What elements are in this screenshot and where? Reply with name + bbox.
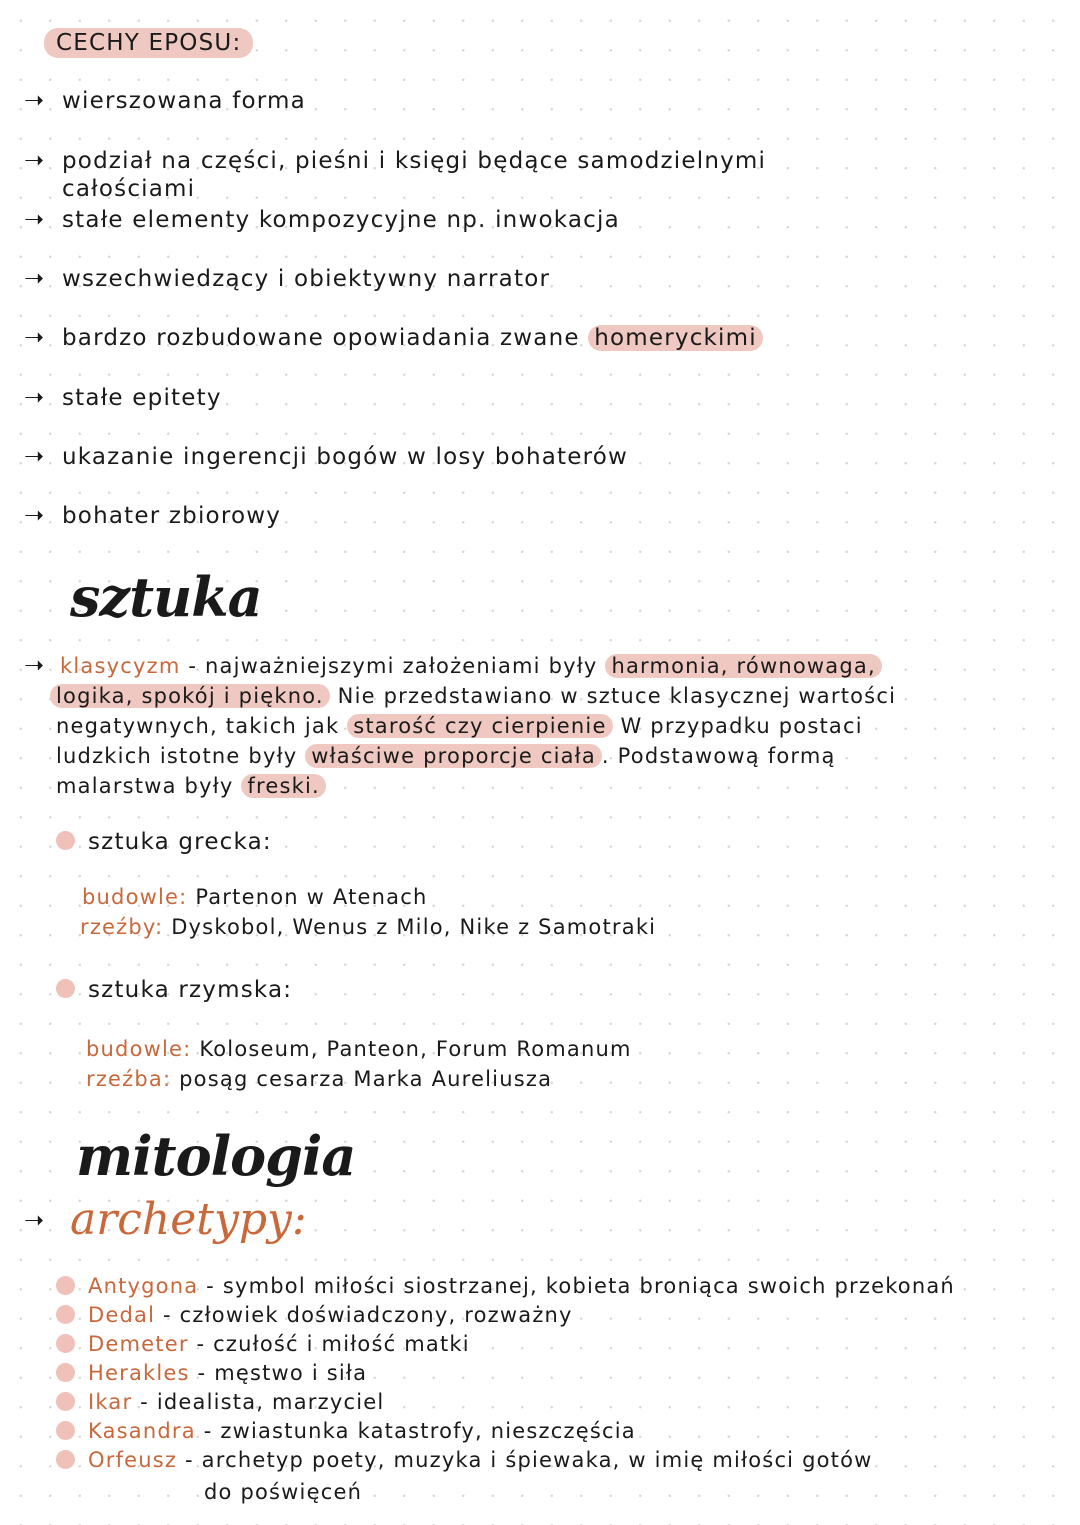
bullet-dot-icon [56, 1363, 75, 1382]
highlight: freski. [241, 774, 326, 798]
highlight-homeryckimi: homeryckimi [588, 325, 763, 351]
arrow-right-icon: ➝ [24, 146, 45, 174]
text: posąg cesarza Marka Aureliusza [171, 1067, 553, 1091]
rzezba-label: rzeźba: [86, 1067, 172, 1091]
text: - najważniejszymi założeniami były [180, 654, 606, 678]
epos-item: stałe elementy kompozycyjne np. inwokacja [62, 207, 620, 233]
archetype-name: Demeter [88, 1332, 189, 1356]
sztuka-title: sztuka [70, 565, 262, 629]
bullet-dot-icon [56, 831, 75, 850]
text: Koloseum, Panteon, Forum Romanum [191, 1037, 632, 1061]
arrow-right-icon: ➝ [24, 323, 45, 351]
klasycyzm-line-1 [60, 651, 882, 681]
archetype-item [88, 1361, 367, 1385]
archetype-desc: - człowiek doświadczony, rozważny [155, 1303, 573, 1327]
archetype-name: Orfeusz [88, 1448, 178, 1472]
highlight: logika, spokój i piękno. [50, 684, 330, 708]
rzezby-label: rzeźby: [80, 915, 164, 939]
bullet-dot-icon [56, 979, 75, 998]
archetype-desc: - czułość i miłość matki [188, 1332, 470, 1356]
highlight: starość czy cierpienie [347, 714, 612, 738]
text: negatywnych, takich jak [56, 714, 348, 738]
text: ludzkich istotne były [56, 744, 306, 768]
budowle-label: budowle: [82, 885, 188, 909]
arrow-right-icon: ➝ [24, 205, 45, 233]
epos-item-text: bardzo rozbudowane opowiadania zwane [62, 325, 580, 351]
archetype-item [88, 1303, 573, 1327]
epos-item: bohater zbiorowy [62, 503, 282, 529]
klasycyzm-line-5 [56, 771, 326, 801]
archetype-name: Herakles [88, 1361, 190, 1385]
arrow-right-icon: ➝ [24, 501, 45, 529]
arrow-right-icon: ➝ [24, 86, 45, 114]
archetype-item [88, 1419, 636, 1443]
archetype-item [88, 1390, 384, 1414]
text: W przypadku postaci [612, 714, 863, 738]
sztuka-rzymska-label: sztuka rzymska: [88, 977, 293, 1003]
bullet-dot-icon [56, 1276, 75, 1295]
archetype-desc: - archetyp poety, muzyka i śpiewaka, w imię miłości gotów [177, 1448, 873, 1472]
text: . Podstawową formą [601, 744, 836, 768]
arrow-right-icon: ➝ [24, 651, 45, 679]
klasycyzm-line-3 [56, 711, 863, 741]
bullet-dot-icon [56, 1421, 75, 1440]
budowle-label: budowle: [86, 1037, 192, 1061]
bullet-dot-icon [56, 1305, 75, 1324]
rzymska-rzezba [86, 1067, 552, 1091]
archetype-name: Dedal [88, 1303, 156, 1327]
arrow-right-icon: ➝ [24, 442, 45, 470]
arrow-right-icon: ➝ [24, 264, 45, 292]
grecka-rzezby [80, 915, 656, 939]
rzymska-budowle [86, 1037, 632, 1061]
archetypy-title: archetypy: [70, 1194, 307, 1245]
epos-item: stałe epitety [62, 385, 222, 411]
epos-item: wszechwiedzący i obiektywny narrator [62, 266, 551, 292]
epos-item: podział na części, pieśni i księgi będące samodzielnymi [62, 148, 767, 174]
klasycyzm-line-2 [50, 681, 896, 711]
highlight: harmonia, równowaga, [605, 654, 881, 678]
archetype-desc: - zwiastunka katastrofy, nieszczęścia [195, 1419, 636, 1443]
epos-item: ukazanie ingerencji bogów w losy bohaterów [62, 444, 629, 470]
archetype-name: Kasandra [88, 1419, 196, 1443]
grecka-budowle [82, 885, 427, 909]
epos-item: wierszowana forma [62, 88, 306, 114]
highlight: właściwe proporcje ciała [305, 744, 602, 768]
klasycyzm-line-4 [56, 741, 836, 771]
epos-item-cont: całościami [62, 176, 196, 202]
archetype-desc: - idealista, marzyciel [132, 1390, 385, 1414]
epos-item [62, 325, 763, 351]
archetype-desc: - symbol miłości siostrzanej, kobieta broniąca swoich przekonań [198, 1274, 955, 1298]
arrow-right-icon: ➝ [24, 1206, 45, 1234]
text: Partenon w Atenach [187, 885, 428, 909]
bullet-dot-icon [56, 1392, 75, 1411]
sztuka-grecka-label: sztuka grecka: [88, 829, 272, 855]
klasycyzm-term: klasycyzm [60, 654, 181, 678]
arrow-right-icon: ➝ [24, 383, 45, 411]
archetype-name: Ikar [88, 1390, 133, 1414]
archetype-item [88, 1332, 470, 1356]
archetype-item-cont: do poświęceń [204, 1480, 363, 1504]
text: malarstwa były [56, 774, 242, 798]
text: Dyskobol, Wenus z Milo, Nike z Samotraki [163, 915, 657, 939]
archetype-name: Antygona [88, 1274, 199, 1298]
archetype-item [88, 1448, 873, 1472]
archetype-desc: - męstwo i siła [189, 1361, 368, 1385]
text: Nie przedstawiano w sztuce klasycznej wartości [329, 684, 897, 708]
epos-heading: CECHY EPOSU: [44, 28, 253, 58]
archetype-item [88, 1274, 955, 1298]
mitologia-title: mitologia [76, 1124, 356, 1188]
bullet-dot-icon [56, 1334, 75, 1353]
bullet-dot-icon [56, 1450, 75, 1469]
